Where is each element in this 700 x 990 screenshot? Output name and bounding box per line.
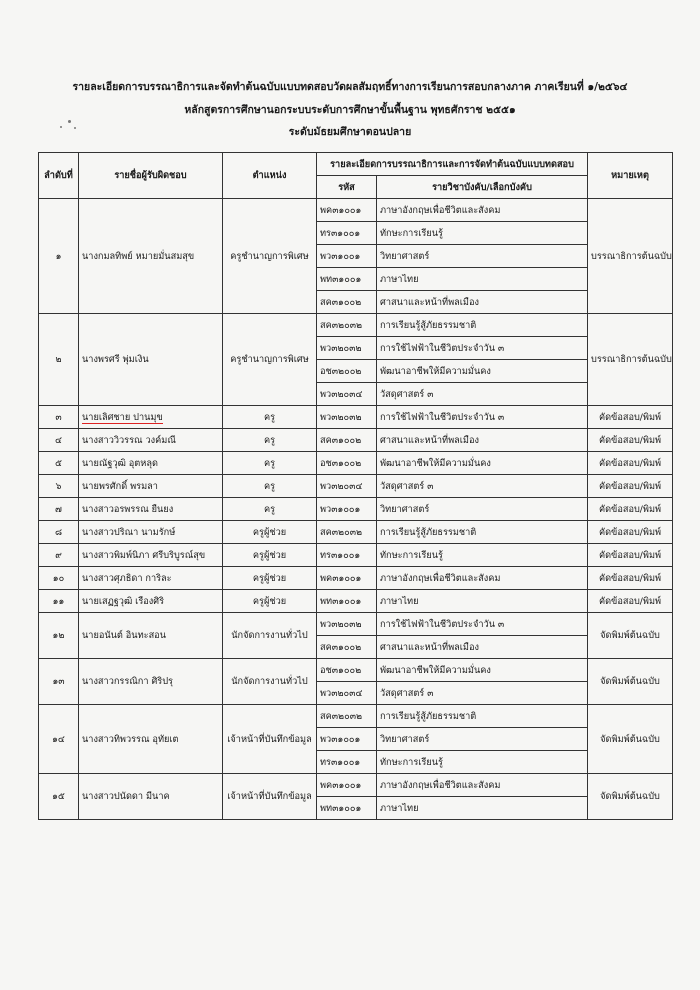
cell-name [79, 452, 223, 475]
cell-code: พว๓๒๐๓๔ [317, 475, 377, 498]
cell-code: พค๓๑๐๐๑ [317, 199, 377, 222]
header-position: ตำแหน่ง [223, 153, 317, 199]
header-order: ลำดับที่ [39, 153, 79, 199]
table-row [39, 590, 673, 613]
table-row [39, 613, 673, 636]
cell-note [588, 521, 673, 544]
cell-position [223, 314, 317, 406]
cell-position-text: ครู [263, 480, 276, 492]
cell-note-text: คัดข้อสอบ/พิมพ์ [598, 457, 662, 469]
cell-note [588, 475, 673, 498]
cell-note-text: จัดพิมพ์ต้นฉบับ [600, 733, 660, 745]
cell-order [39, 590, 79, 613]
cell-note [588, 590, 673, 613]
cell-position-text: ครูชำนาญการพิเศษ [230, 250, 309, 262]
cell-subject: วัสดุศาสตร์ ๓ [377, 682, 588, 705]
cell-position [223, 659, 317, 705]
cell-subject: การเรียนรู้สู้ภัยธรรมชาติ [377, 521, 588, 544]
cell-position-text: นักจัดการงานทั่วไป [231, 676, 308, 687]
cell-order-text: ๑๕ [52, 791, 65, 802]
table-row [39, 199, 673, 222]
cell-position-text: ครูผู้ช่วย [252, 572, 287, 584]
cell-position [223, 705, 317, 774]
table-row [39, 475, 673, 498]
cell-note [588, 406, 673, 429]
cell-name [79, 429, 223, 452]
cell-name-text: นางสาวพิมพ์นิภา ศรีบริบูรณ์สุข [82, 549, 206, 561]
header-name: รายชื่อผู้รับผิดชอบ [79, 153, 223, 199]
cell-subject: ภาษาไทย [377, 268, 588, 291]
cell-order [39, 544, 79, 567]
cell-note-text: บรรณาธิการต้นฉบับ [591, 250, 672, 262]
table-row [39, 521, 673, 544]
cell-name-text: นางสาวศุภธิดา การิละ [82, 572, 172, 584]
document-level: ระดับมัธยมศึกษาตอนปลาย [288, 126, 412, 138]
cell-name [79, 590, 223, 613]
cell-subject: ศาสนาและหน้าที่พลเมือง [377, 636, 588, 659]
cell-order [39, 452, 79, 475]
table-row [39, 567, 673, 590]
cell-name-text: นางพรศรี พุ่มเงิน [82, 354, 149, 365]
cell-position [223, 521, 317, 544]
cell-order [39, 521, 79, 544]
cell-code: พค๓๑๐๐๑ [317, 774, 377, 797]
cell-order-text: ๑๔ [52, 733, 65, 745]
cell-subject: การใช้ไฟฟ้าในชีวิตประจำวัน ๓ [377, 337, 588, 360]
cell-note [588, 452, 673, 475]
cell-position [223, 590, 317, 613]
cell-code: สค๓๑๐๐๒ [317, 291, 377, 314]
cell-position-text: ครู [263, 503, 276, 515]
cell-code: พว๓๒๐๓๒ [317, 406, 377, 429]
cell-subject: ภาษาอังกฤษเพื่อชีวิตและสังคม [377, 567, 588, 590]
cell-name [79, 774, 223, 820]
cell-position [223, 406, 317, 429]
document-title: รายละเอียดการบรรณาธิการและจัดทำต้นฉบับแบบทดสอบวัดผลสัมฤทธิ์ทางการเรียนการสอบกลางภาค ภาคเรียนที่ ๑/๒๕๖๔ [72, 81, 628, 93]
cell-code: สค๓๑๐๐๒ [317, 636, 377, 659]
cell-code: พว๓๒๐๓๔ [317, 682, 377, 705]
cell-subject: การใช้ไฟฟ้าในชีวิตประจำวัน ๓ [377, 613, 588, 636]
cell-note [588, 774, 673, 820]
cell-code: พว๓๑๐๐๑ [317, 245, 377, 268]
cell-note-text: จัดพิมพ์ต้นฉบับ [600, 676, 660, 687]
scan-speck [74, 127, 76, 129]
cell-code: พท๓๑๐๐๑ [317, 268, 377, 291]
table-row [39, 498, 673, 521]
cell-code: อช๓๑๐๐๒ [317, 659, 377, 682]
cell-name-text: นางสาวปนัดดา มีนาค [82, 791, 170, 802]
cell-position [223, 199, 317, 314]
cell-subject: พัฒนาอาชีพให้มีความมั่นคง [377, 659, 588, 682]
cell-name [79, 613, 223, 659]
cell-order-text: ๔ [55, 434, 62, 446]
table-row [39, 452, 673, 475]
cell-code: พว๓๒๐๓๒ [317, 337, 377, 360]
cell-code: พท๓๑๐๐๑ [317, 797, 377, 820]
cell-order [39, 475, 79, 498]
cell-note-text: คัดข้อสอบ/พิมพ์ [598, 549, 662, 561]
cell-position [223, 613, 317, 659]
cell-code: พค๓๑๐๐๑ [317, 567, 377, 590]
header-subject: รายวิชาบังคับ/เลือกบังคับ [377, 176, 588, 199]
cell-name [79, 406, 223, 429]
cell-note [588, 498, 673, 521]
cell-subject: วิทยาศาสตร์ [377, 498, 588, 521]
cell-position-text: ครูผู้ช่วย [252, 595, 287, 607]
cell-name-text: นายณัฐวุฒิ อุตหลุด [82, 457, 158, 469]
cell-code: สค๓๑๐๐๒ [317, 429, 377, 452]
cell-note-text: คัดข้อสอบ/พิมพ์ [598, 526, 662, 538]
cell-note [588, 199, 673, 314]
cell-code: พท๓๑๐๐๑ [317, 590, 377, 613]
cell-order-text: ๓ [55, 411, 62, 423]
cell-position-text: ครูผู้ช่วย [252, 549, 287, 561]
cell-name-text: นายอนันต์ อินทะสอน [82, 630, 166, 641]
cell-order [39, 498, 79, 521]
cell-position [223, 429, 317, 452]
cell-subject: ภาษาไทย [377, 797, 588, 820]
cell-position-text: เจ้าหน้าที่บันทึกข้อมูล [227, 791, 312, 802]
cell-order [39, 314, 79, 406]
cell-name [79, 314, 223, 406]
table-row [39, 774, 673, 797]
cell-code: ทร๓๑๐๐๑ [317, 222, 377, 245]
cell-order [39, 567, 79, 590]
cell-subject: ภาษาอังกฤษเพื่อชีวิตและสังคม [377, 774, 588, 797]
cell-note-text: คัดข้อสอบ/พิมพ์ [598, 480, 662, 492]
cell-name-text: นางสาววิวรรณ วงค์มณี [82, 434, 176, 446]
cell-order-text: ๗ [55, 503, 62, 515]
cell-name [79, 705, 223, 774]
cell-note-text: จัดพิมพ์ต้นฉบับ [600, 791, 660, 802]
cell-code: สค๓๒๐๓๒ [317, 705, 377, 728]
header-details: รายละเอียดการบรรณาธิการและการจัดทำต้นฉบับแบบทดสอบ [317, 153, 588, 176]
cell-order-text: ๑๓ [52, 676, 65, 687]
cell-order-text: ๖ [55, 480, 62, 492]
cell-note-text: คัดข้อสอบ/พิมพ์ [598, 595, 662, 607]
cell-name [79, 544, 223, 567]
cell-note-text: คัดข้อสอบ/พิมพ์ [598, 434, 662, 446]
cell-position-text: เจ้าหน้าที่บันทึกข้อมูล [227, 733, 312, 745]
table-row [39, 705, 673, 728]
cell-position-text: ครูผู้ช่วย [252, 526, 287, 538]
cell-name [79, 498, 223, 521]
cell-order-text: ๒ [55, 354, 62, 365]
cell-order [39, 429, 79, 452]
cell-subject: การใช้ไฟฟ้าในชีวิตประจำวัน ๓ [377, 406, 588, 429]
cell-code: สค๓๒๐๓๒ [317, 314, 377, 337]
cell-code: สค๓๒๐๓๒ [317, 521, 377, 544]
cell-name-text: นางกมลทิพย์ หมายมั่นสมสุข [82, 250, 195, 262]
cell-code: พว๓๑๐๐๑ [317, 728, 377, 751]
cell-code: พว๓๒๐๓๒ [317, 613, 377, 636]
cell-order [39, 659, 79, 705]
cell-position [223, 774, 317, 820]
cell-position-text: นักจัดการงานทั่วไป [231, 630, 308, 641]
cell-subject: ทักษะการเรียนรู้ [377, 222, 588, 245]
table-body [39, 199, 673, 820]
cell-order-text: ๑ [55, 250, 62, 262]
cell-code: ทร๓๑๐๐๑ [317, 751, 377, 774]
cell-name-text: นายเสฏฐวุฒิ เรืองศิริ [82, 595, 165, 607]
table-row [39, 314, 673, 337]
cell-name [79, 199, 223, 314]
cell-note [588, 659, 673, 705]
cell-name-text: นางสาวปริณา นามรักษ์ [82, 526, 176, 538]
cell-subject: วัสดุศาสตร์ ๓ [377, 475, 588, 498]
cell-code: อช๓๑๐๐๒ [317, 452, 377, 475]
cell-code: อช๓๒๐๐๒ [317, 360, 377, 383]
header-note: หมายเหตุ [588, 153, 673, 199]
cell-note-text: คัดข้อสอบ/พิมพ์ [598, 411, 662, 423]
cell-name [79, 475, 223, 498]
cell-position-text: ครูชำนาญการพิเศษ [230, 354, 309, 365]
cell-order-text: ๙ [55, 549, 62, 561]
table-row [39, 544, 673, 567]
cell-subject: วัสดุศาสตร์ ๓ [377, 383, 588, 406]
cell-position [223, 567, 317, 590]
cell-position-text: ครู [263, 434, 276, 446]
cell-subject: วิทยาศาสตร์ [377, 728, 588, 751]
cell-note [588, 613, 673, 659]
cell-name [79, 659, 223, 705]
cell-position [223, 452, 317, 475]
cell-note-text: คัดข้อสอบ/พิมพ์ [598, 572, 662, 584]
cell-code: พว๓๒๐๓๔ [317, 383, 377, 406]
cell-order-text: ๑๒ [52, 630, 65, 641]
cell-note [588, 705, 673, 774]
cell-name-text: นายเลิศชาย ปานมุข [82, 411, 163, 423]
table-row [39, 429, 673, 452]
scan-speck [68, 120, 71, 123]
header-code: รหัส [317, 176, 377, 199]
cell-note-text: จัดพิมพ์ต้นฉบับ [600, 630, 660, 641]
cell-subject: การเรียนรู้สู้ภัยธรรมชาติ [377, 705, 588, 728]
cell-subject: ทักษะการเรียนรู้ [377, 751, 588, 774]
scan-speck [60, 126, 62, 128]
cell-note [588, 567, 673, 590]
cell-position [223, 544, 317, 567]
cell-name-text: นางสาวกรรณิกา ศิริปรุ [82, 676, 173, 687]
cell-subject: พัฒนาอาชีพให้มีความมั่นคง [377, 452, 588, 475]
cell-note [588, 314, 673, 406]
cell-note [588, 544, 673, 567]
cell-subject: ศาสนาและหน้าที่พลเมือง [377, 429, 588, 452]
assignment-table [38, 152, 673, 820]
cell-subject: การเรียนรู้สู้ภัยธรรมชาติ [377, 314, 588, 337]
cell-position [223, 475, 317, 498]
table-row [39, 406, 673, 429]
cell-name-text: นายพรศักดิ์ พรมลา [82, 480, 158, 492]
table-row [39, 659, 673, 682]
cell-note-text: คัดข้อสอบ/พิมพ์ [598, 503, 662, 515]
cell-name-text: นางสาวอรพรรณ ยืนยง [82, 503, 174, 515]
cell-position-text: ครู [263, 457, 276, 469]
cell-subject: ศาสนาและหน้าที่พลเมือง [377, 291, 588, 314]
cell-position [223, 498, 317, 521]
cell-subject: ภาษาอังกฤษเพื่อชีวิตและสังคม [377, 199, 588, 222]
cell-code: พว๓๑๐๐๑ [317, 498, 377, 521]
cell-name-text: นางสาวทิพวรรณ อุทัยเต [82, 733, 179, 745]
cell-subject: วิทยาศาสตร์ [377, 245, 588, 268]
cell-subject: ภาษาไทย [377, 590, 588, 613]
cell-name [79, 521, 223, 544]
cell-order-text: ๑๐ [52, 572, 65, 584]
cell-subject: พัฒนาอาชีพให้มีความมั่นคง [377, 360, 588, 383]
cell-order-text: ๑๑ [52, 595, 65, 607]
cell-order [39, 705, 79, 774]
cell-order-text: ๘ [54, 526, 63, 538]
cell-order [39, 774, 79, 820]
cell-order-text: ๕ [55, 457, 62, 469]
cell-subject: ทักษะการเรียนรู้ [377, 544, 588, 567]
cell-position-text: ครู [263, 411, 276, 423]
cell-order [39, 613, 79, 659]
cell-order [39, 199, 79, 314]
cell-note-text: บรรณาธิการต้นฉบับ [591, 354, 672, 365]
cell-code: ทร๓๑๐๐๑ [317, 544, 377, 567]
cell-order [39, 406, 79, 429]
cell-note [588, 429, 673, 452]
cell-name [79, 567, 223, 590]
document-subtitle: หลักสูตรการศึกษานอกระบบระดับการศึกษาขั้นพื้นฐาน พุทธศักราช ๒๕๕๑ [184, 104, 516, 116]
